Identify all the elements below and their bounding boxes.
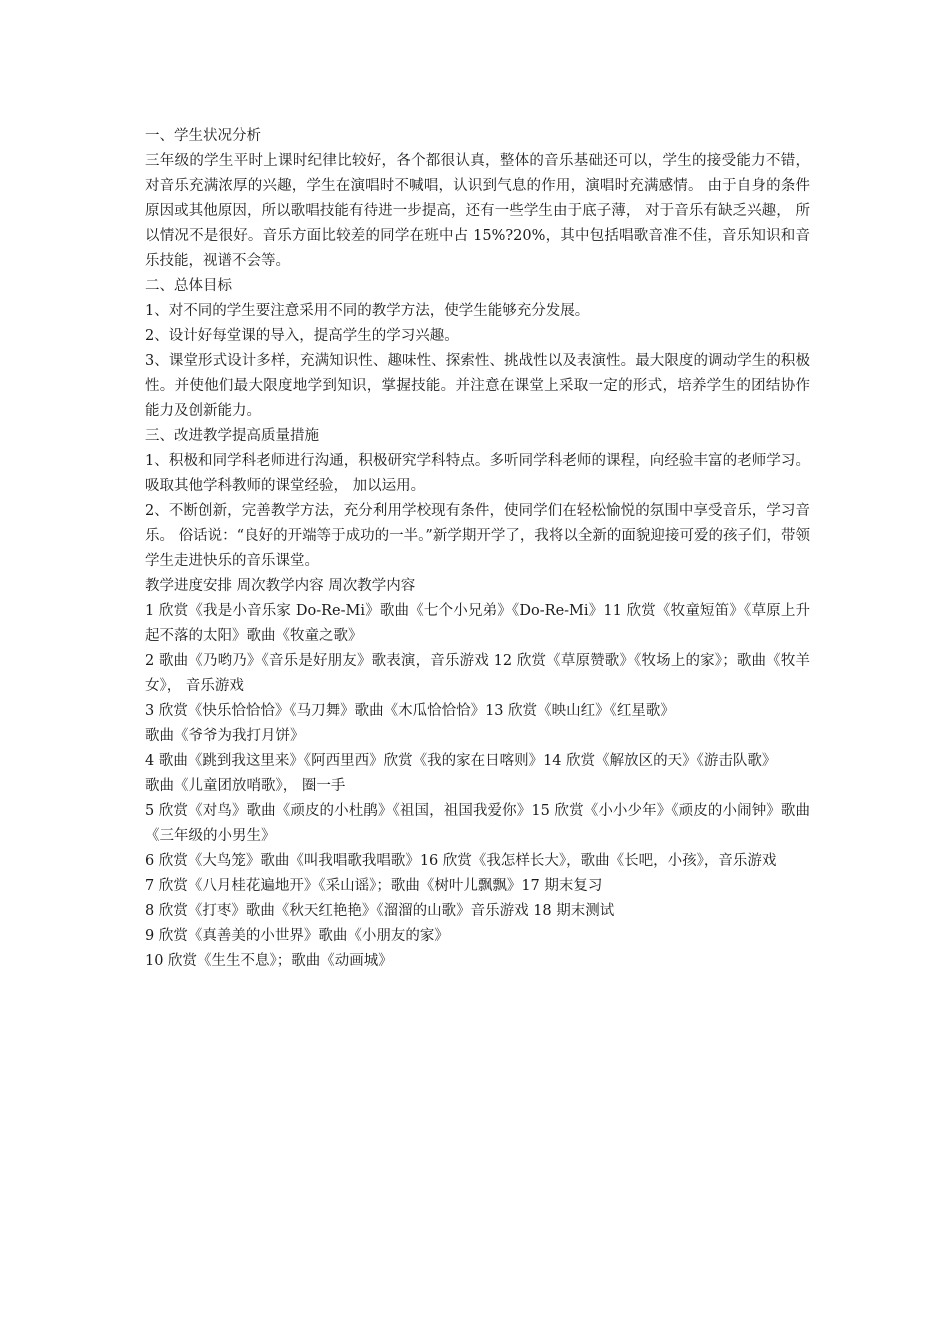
schedule-row: 8 欣赏《打枣》歌曲《秋天红艳艳》《溜溜的山歌》音乐游戏 18 期末测试 — [145, 903, 615, 919]
document-body — [145, 124, 810, 974]
schedule-row: 3 欣赏《快乐恰恰恰》《马刀舞》歌曲《木瓜恰恰恰》13 欣赏《映山红》《红星歌》 — [145, 703, 675, 719]
schedule-row: 10 欣赏《生生不息》；歌曲《动画城》 — [145, 953, 393, 969]
schedule-row: 5 欣赏《对鸟》歌曲《顽皮的小杜鹃》《祖国，祖国我爱你》15 欣赏《小小少年》《顽皮的小闹钟》歌曲《三年级的小男生》 — [145, 803, 810, 844]
schedule-row: 7 欣赏《八月桂花遍地开》《采山谣》；歌曲《树叶儿飘飘》17 期末复习 — [145, 878, 603, 894]
goal-item-2: 2、设计好每堂课的导入，提高学生的学习兴趣。 — [145, 328, 459, 344]
schedule-row: 4 歌曲《跳到我这里来》《阿西里西》欣赏《我的家在日喀则》14 欣赏《解放区的天》《游击队歌》 — [145, 753, 777, 769]
goal-item-1: 1、对不同的学生要注意采用不同的教学方法，使学生能够充分发展。 — [145, 303, 590, 319]
schedule-row: 1 欣赏《我是小音乐家 Do-Re-Mi》歌曲《七个小兄弟》《Do-Re-Mi》11 欣赏《牧童短笛》《草原上升起不落的太阳》歌曲《牧童之歌》 — [145, 603, 810, 644]
schedule-row: 歌曲《爷爷为我打月饼》 — [145, 728, 305, 744]
section-heading-overall-goals: 二、总体目标 — [145, 278, 232, 294]
schedule-heading: 教学进度安排 周次教学内容 周次教学内容 — [145, 578, 416, 594]
schedule-row: 6 欣赏《大鸟笼》歌曲《叫我唱歌我唱歌》16 欣赏《我怎样长大》，歌曲《长吧，小孩》，音乐游戏 — [145, 853, 777, 869]
goal-item-3: 3、课堂形式设计多样，充满知识性、趣味性、探索性、挑战性以及表演性。最大限度的调动学生的积极性。并使他们最大限度地学到知识，掌握技能。并注意在课堂上采取一定的形式，培养学生的团结协作能力及创新能力。 — [145, 353, 810, 419]
section-heading-improvement-measures: 三、改进教学提高质量措施 — [145, 428, 319, 444]
section-heading-student-analysis: 一、学生状况分析 — [145, 128, 261, 144]
measure-item-1: 1、积极和同学科老师进行沟通，积极研究学科特点。多听同学科老师的课程，向经验丰富的老师学习。吸取其他学科教师的课堂经验， 加以运用。 — [145, 453, 810, 494]
schedule-row: 9 欣赏《真善美的小世界》歌曲《小朋友的家》 — [145, 928, 449, 944]
measure-item-2: 2、不断创新，完善教学方法，充分利用学校现有条件，使同学们在轻松愉悦的氛围中享受音乐，学习音乐。 俗话说：“良好的开端等于成功的一半。”新学期开学了，我将以全新的面貌迎接可爱的孩子们，带领学生走进快乐的音乐课堂。 — [145, 503, 810, 569]
schedule-row: 2 歌曲《乃哟乃》《音乐是好朋友》歌表演，音乐游戏 12 欣赏《草原赞歌》《牧场上的家》；歌曲《牧羊女》， 音乐游戏 — [145, 653, 810, 694]
paragraph-student-analysis: 三年级的学生平时上课时纪律比较好，各个都很认真，整体的音乐基础还可以，学生的接受能力不错，对音乐充满浓厚的兴趣，学生在演唱时不喊唱，认识到气息的作用，演唱时充满感情。 由于自身的条件原因或其他原因，所以歌唱技能有待进一步提高，还有一些学生由于底子薄， 对于音乐有缺乏兴趣， 所以情况不是很好。音乐方面比较差的同学在班中占 15%?20%，其中包括唱歌音准不佳，音乐知识和音乐技能，视谱不会等。 — [145, 153, 810, 269]
schedule-row: 歌曲《儿童团放哨歌》， 圈一手 — [145, 778, 346, 794]
